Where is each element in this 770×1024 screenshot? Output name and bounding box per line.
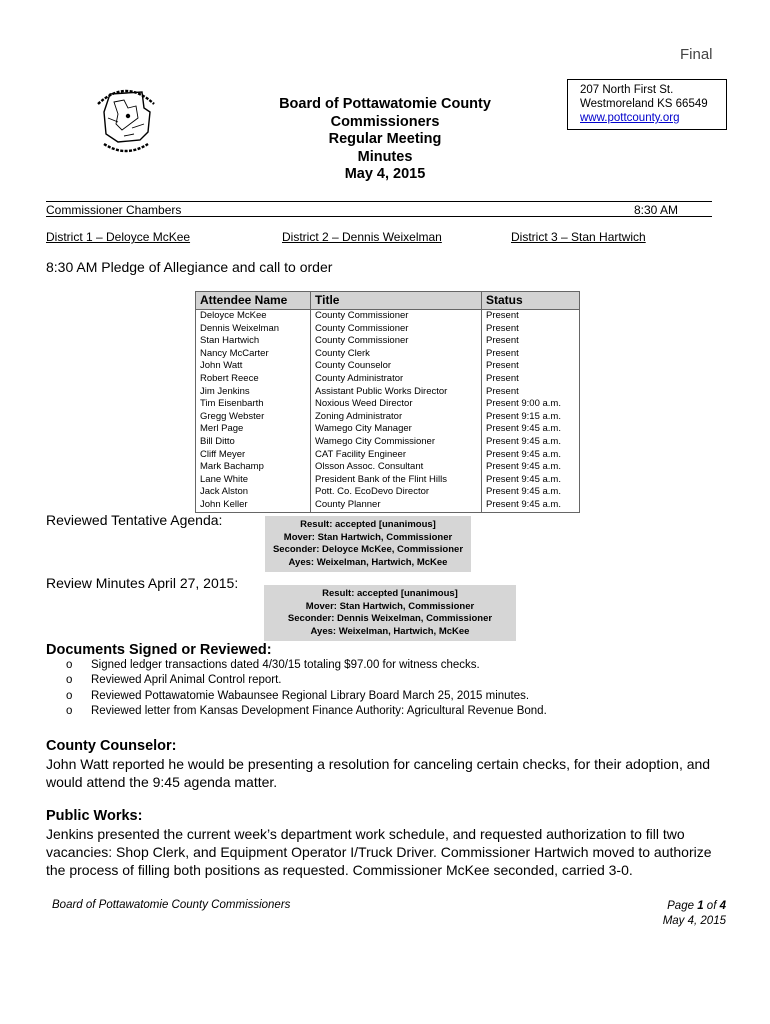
list-item: o Signed ledger transactions dated 4/30/15 totaling $97.00 for witness checks. xyxy=(66,658,547,673)
table-cell: Present 9:45 a.m. xyxy=(482,449,580,462)
district-1: District 1 – Deloyce McKee xyxy=(46,230,191,244)
pledge-line: 8:30 AM Pledge of Allegiance and call to order xyxy=(46,259,333,275)
result-line: Mover: Stan Hartwich, Commissioner xyxy=(283,531,453,543)
result-line: Ayes: Weixelman, Hartwich, McKee xyxy=(288,556,448,568)
table-cell: Present xyxy=(482,335,580,348)
county-counselor-heading: County Counselor: xyxy=(46,738,177,754)
column-header: Attendee Name xyxy=(196,292,311,310)
page-number: Page 1 of 4 xyxy=(667,900,726,912)
table-cell: Present 9:45 a.m. xyxy=(482,436,580,449)
table-cell: Olsson Assoc. Consultant xyxy=(311,461,482,474)
table-cell: Present 9:45 a.m. xyxy=(482,423,580,436)
table-row xyxy=(196,335,580,348)
bullet-icon: o xyxy=(66,659,73,671)
result-line: Mover: Stan Hartwich, Commissioner xyxy=(305,600,475,612)
table-cell: Stan Hartwich xyxy=(196,335,311,348)
table-cell: Nancy McCarter xyxy=(196,348,311,361)
table-cell: Zoning Administrator xyxy=(311,411,482,424)
version-label: Final xyxy=(680,46,713,63)
table-row xyxy=(196,423,580,436)
table-cell: Present xyxy=(482,386,580,399)
table-cell: Gregg Webster xyxy=(196,411,311,424)
table-row xyxy=(196,461,580,474)
table-cell: County Counselor xyxy=(311,360,482,373)
table-cell: President Bank of the Flint Hills xyxy=(311,474,482,487)
table-row xyxy=(196,373,580,386)
meeting-location: Commissioner Chambers xyxy=(46,203,182,217)
public-works-heading: Public Works: xyxy=(46,808,143,824)
table-cell: Present 9:45 a.m. xyxy=(482,461,580,474)
result-line: Result: accepted [unanimous] xyxy=(300,519,436,530)
documents-heading: Documents Signed or Reviewed: xyxy=(46,642,272,658)
website-link[interactable]: www.pottcounty.org xyxy=(580,112,680,124)
table-cell: Deloyce McKee xyxy=(196,310,311,323)
table-cell: County Planner xyxy=(311,499,482,512)
table-row xyxy=(196,474,580,487)
table-cell: Lane White xyxy=(196,474,311,487)
title-line: Board of Pottawatomie County xyxy=(279,96,491,112)
divider xyxy=(46,201,712,202)
table-cell: County Clerk xyxy=(311,348,482,361)
table-row xyxy=(196,386,580,399)
address-city: Westmoreland KS 66549 xyxy=(580,98,708,110)
tentative-agenda-result xyxy=(265,516,471,572)
attendee-rows xyxy=(196,310,580,513)
table-cell: County Commissioner xyxy=(311,323,482,336)
result-line: Seconder: Dennis Weixelman, Commissioner xyxy=(287,613,493,624)
table-cell: Cliff Meyer xyxy=(196,449,311,462)
table-cell: Bill Ditto xyxy=(196,436,311,449)
table-cell: Present xyxy=(482,323,580,336)
title-line: Minutes xyxy=(357,148,413,165)
table-cell: Jack Alston xyxy=(196,486,311,499)
table-cell: Present 9:45 a.m. xyxy=(482,474,580,487)
table-cell: John Keller xyxy=(196,499,311,512)
table-header-row xyxy=(196,292,580,310)
county-seal-logo xyxy=(88,78,164,158)
county-counselor-text: John Watt reported he would be presenting a resolution for canceling certain checks, for their adoption, and would attend the 9:45 agenda matter. xyxy=(46,756,711,790)
footer-org: Board of Pottawatomie County Commissioners xyxy=(52,899,291,911)
table-cell: Present xyxy=(482,373,580,386)
table-row xyxy=(196,499,580,512)
table-cell: Present xyxy=(482,310,580,323)
table-cell: John Watt xyxy=(196,360,311,373)
title-line: Regular Meeting xyxy=(328,131,442,147)
list-item: o Reviewed April Animal Control report. xyxy=(66,673,547,688)
table-cell: CAT Facility Engineer xyxy=(311,449,482,462)
meeting-time: 8:30 AM xyxy=(634,203,679,217)
title-line: May 4, 2015 xyxy=(344,166,426,182)
table-row xyxy=(196,436,580,449)
table-cell: County Administrator xyxy=(311,373,482,386)
table-cell: Wamego City Manager xyxy=(311,423,482,436)
review-minutes-result xyxy=(264,585,516,641)
table-cell: Tim Eisenbarth xyxy=(196,398,311,411)
table-cell: Wamego City Commissioner xyxy=(311,436,482,449)
documents-list xyxy=(66,658,547,719)
table-row xyxy=(196,449,580,462)
bullet-icon: o xyxy=(66,689,73,702)
table-cell: Present xyxy=(482,348,580,361)
table-cell: Merl Page xyxy=(196,423,311,436)
attendee-table xyxy=(195,291,580,513)
table-cell: Present xyxy=(482,360,580,373)
result-line: Ayes: Weixelman, Hartwich, McKee xyxy=(310,625,470,637)
footer-date: May 4, 2015 xyxy=(662,915,726,927)
table-row xyxy=(196,310,580,323)
table-row xyxy=(196,348,580,361)
table-cell: Mark Bachamp xyxy=(196,461,311,474)
meeting-title xyxy=(250,96,520,184)
column-header: Status xyxy=(482,292,580,310)
divider xyxy=(46,216,712,217)
table-cell: Present 9:15 a.m. xyxy=(482,411,580,424)
district-3: District 3 – Stan Hartwich xyxy=(511,230,646,244)
review-minutes-label: Review Minutes April 27, 2015: xyxy=(46,575,239,591)
table-cell: Jim Jenkins xyxy=(196,386,311,399)
tentative-agenda-label: Reviewed Tentative Agenda: xyxy=(46,512,223,528)
footer-page-info xyxy=(600,899,726,929)
table-row xyxy=(196,398,580,411)
result-line: Result: accepted [unanimous] xyxy=(322,588,458,599)
table-row xyxy=(196,486,580,499)
table-cell: Present 9:45 a.m. xyxy=(482,499,580,512)
list-item: o Reviewed letter from Kansas Development Finance Authority: Agricultural Revenue Bond. xyxy=(66,704,547,719)
address-street: 207 North First St. xyxy=(580,84,674,96)
table-cell: Dennis Weixelman xyxy=(196,323,311,336)
table-cell: Noxious Weed Director xyxy=(311,398,482,411)
column-header: Title xyxy=(311,292,482,310)
table-cell: Present 9:45 a.m. xyxy=(482,486,580,499)
table-row xyxy=(196,323,580,336)
table-row xyxy=(196,360,580,373)
table-cell: Assistant Public Works Director xyxy=(311,386,482,399)
title-line: Commissioners xyxy=(330,113,440,130)
address-box xyxy=(567,79,727,130)
table-cell: County Commissioner xyxy=(311,335,482,348)
list-item: o Reviewed Pottawatomie Wabaunsee Regional Library Board March 25, 2015 minutes. xyxy=(66,689,547,704)
public-works-text: Jenkins presented the current week’s department work schedule, and requested authorization to fill two vacancies: Shop Clerk, and Equipment Operator I/Truck Driver. Commissioner Hartwich moved to authorize the process of filling both positions as requested. Commissioner McKee seconded, carried 3-0. xyxy=(46,826,712,878)
district-2: District 2 – Dennis Weixelman xyxy=(282,230,442,244)
bullet-icon: o xyxy=(66,704,73,717)
table-cell: Robert Reece xyxy=(196,373,311,386)
bullet-icon: o xyxy=(66,674,73,687)
table-cell: County Commissioner xyxy=(311,310,482,323)
table-cell: Present 9:00 a.m. xyxy=(482,398,580,411)
result-line: Seconder: Deloyce McKee, Commissioner xyxy=(272,544,464,555)
table-row xyxy=(196,411,580,424)
table-cell: Pott. Co. EcoDevo Director xyxy=(311,486,482,499)
